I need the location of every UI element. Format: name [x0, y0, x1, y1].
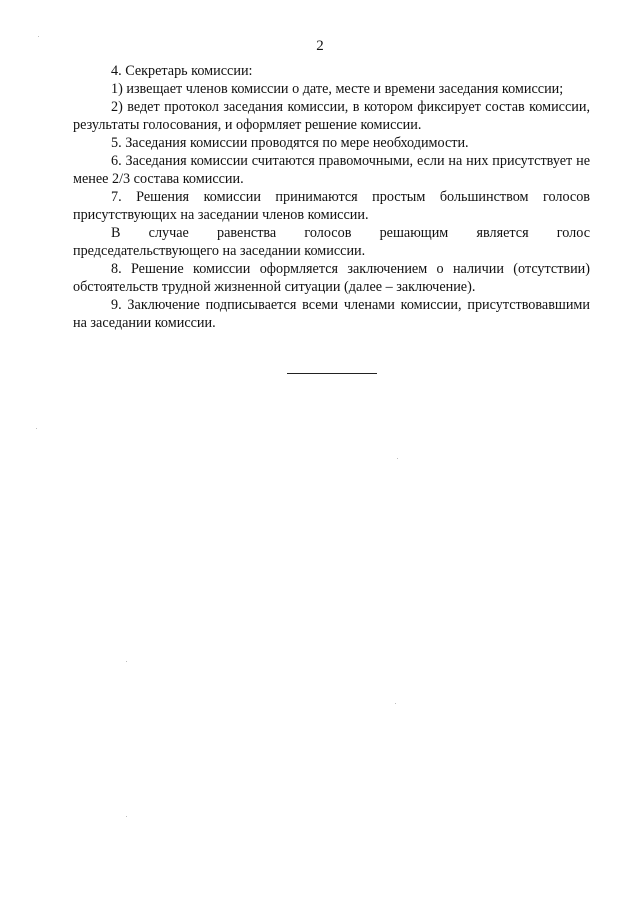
paragraph-decisions-majority: 7. Решения комиссии принимаются простым большинством голосов присутствующих на заседании членов комиссии. [73, 189, 590, 223]
paragraph-decision-conclusion: 8. Решение комиссии оформляется заключением о наличии (отсутствии) обстоятельств трудной жизненной ситуации (далее – заключение). [73, 261, 590, 295]
scan-speck [126, 661, 127, 662]
paragraph-secretary-duty-2: 2) ведет протокол заседания комиссии, в котором фиксирует состав комиссии, результаты голосования, и оформляет решение комиссии. [73, 99, 590, 133]
paragraph-quorum: 6. Заседания комиссии считаются правомочными, если на них присутствует не менее 2/3 состава комиссии. [73, 153, 590, 187]
paragraph-secretary-duty-1: 1) извещает членов комиссии о дате, месте и времени заседания комиссии; [111, 81, 564, 97]
paragraph-tie-vote: В случае равенства голосов решающим является голос председательствующего на заседании комиссии. [73, 225, 590, 259]
scan-speck [397, 458, 398, 459]
scan-speck [126, 816, 127, 817]
end-divider-line [287, 373, 377, 374]
document-body [73, 62, 590, 332]
scan-speck [395, 703, 396, 704]
paragraph-meetings-frequency: 5. Заседания комиссии проводятся по мере необходимости. [111, 135, 469, 151]
scan-speck [38, 36, 39, 37]
paragraph-conclusion-signing: 9. Заключение подписывается всеми членами комиссии, присутствовавшими на заседании комиссии. [73, 297, 590, 331]
paragraph-secretary-heading: 4. Секретарь комиссии: [111, 63, 253, 79]
scan-speck [36, 428, 37, 429]
page-number: 2 [316, 38, 324, 54]
